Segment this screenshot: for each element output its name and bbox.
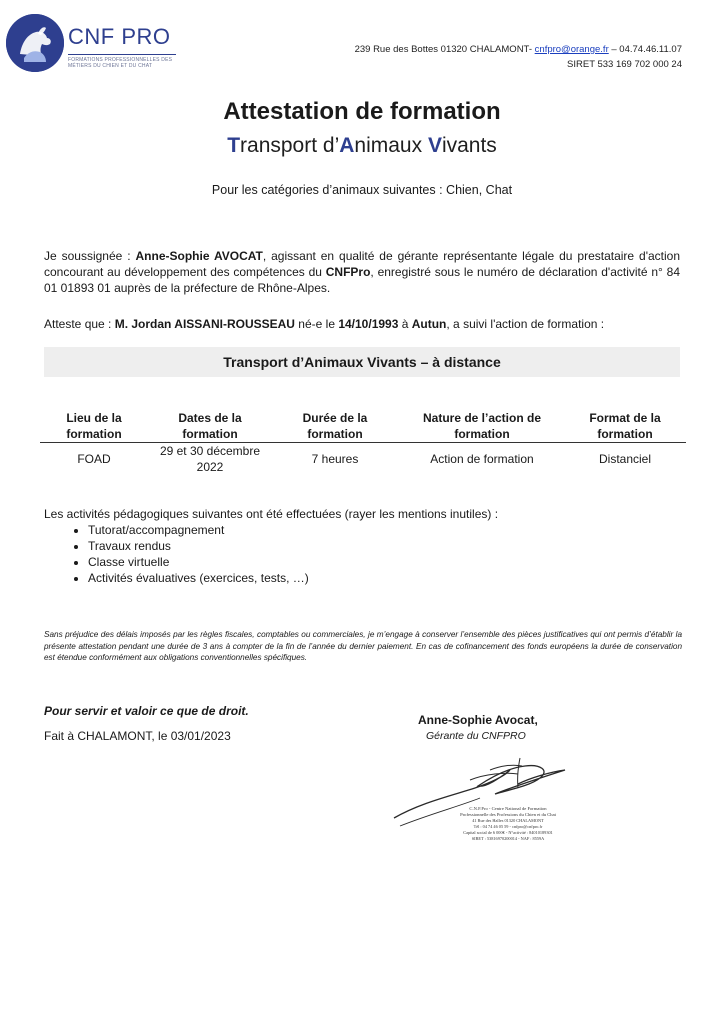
- logo-divider: [68, 54, 176, 55]
- legal-notice: Sans préjudice des délais imposés par les règles fiscales, comptables ou commerciales, je m’engage à conserver l’ensemble des pièces justificatives qui ont permis d’établir la présente attestation pendant une durée de 3 ans à compter de la fin de l’année du dernier paiement. En cas de cofinancement des fonds européens la durée de conservation est étendue conformément aux obligations conventionnelles spécifiques.: [44, 630, 682, 662]
- list-item: • Classe virtuelle: [88, 554, 309, 570]
- svg-text:Capital social de 6 000€ - N°a: Capital social de 6 000€ - N°activité : 84010189301: [463, 830, 553, 835]
- header-email-link[interactable]: cnfpro@orange.fr: [534, 44, 609, 55]
- header-nature-l2: formation: [454, 427, 510, 441]
- header-nature-l1: Nature de l’action de: [422, 411, 542, 425]
- organisation-name: CNFPro: [325, 265, 371, 279]
- attest-text-2: né-e le: [294, 317, 339, 331]
- attest-text-3: à: [398, 317, 412, 331]
- course-title: Transport d’Animaux Vivants – à distance: [223, 354, 501, 370]
- subtitle-cap-t: T: [227, 134, 241, 157]
- header-location-l1: Lieu de la: [66, 411, 122, 425]
- svg-text:C.N.F.Pro - Centre National de: C.N.F.Pro - Centre National de Formation: [469, 806, 547, 811]
- subtitle-word-1: ransport d’: [240, 134, 340, 157]
- header-nature: [402, 410, 562, 442]
- logo-text: CNF PRO: [68, 24, 171, 49]
- header-dates: [150, 410, 270, 442]
- header-location-l2: formation: [66, 427, 122, 441]
- svg-text:Professionnelle des Profession: Professionnelle des Professions du Chien et du Chat: [460, 812, 556, 817]
- attest-text-4: , a suivi l'action de formation :: [446, 317, 605, 331]
- intro-paragraph: [44, 248, 680, 296]
- cell-dates-l1: 29 et 30 décembre: [159, 444, 261, 458]
- trainee-birthplace: Autun: [411, 317, 447, 331]
- cell-duration: 7 heures: [311, 452, 359, 466]
- header-contact: [355, 44, 682, 55]
- table-divider: [40, 442, 686, 443]
- document-title: Attestation de formation: [223, 98, 501, 125]
- logo-subtitle: FORMATIONS PROFESSIONNELLES DES MÉTIERS DU CHIEN ET DU CHAT: [68, 57, 173, 69]
- document-subtitle: [0, 134, 724, 158]
- attest-text-1: Atteste que :: [44, 317, 115, 331]
- attestation-line: [44, 316, 680, 332]
- animal-categories: Pour les catégories d’animaux suivantes : Chien, Chat: [211, 183, 513, 197]
- signatory-role: Gérante du CNFPRO: [426, 730, 526, 742]
- header-format-l1: Format de la: [589, 411, 661, 425]
- header-duration-l2: formation: [307, 427, 363, 441]
- place-and-date: Fait à CHALAMONT, le 03/01/2023: [44, 729, 231, 743]
- header-location: [44, 410, 144, 442]
- subtitle-cap-a: A: [339, 134, 355, 157]
- header-siret: SIRET 533 169 702 000 24: [567, 59, 682, 70]
- cell-nature: Action de formation: [430, 452, 534, 466]
- svg-text:41 Rue des Halles 01320 CHALAM: 41 Rue des Halles 01320 CHALAMONT: [472, 818, 544, 823]
- dog-cat-logo-icon: [6, 14, 64, 72]
- header-format-l2: formation: [597, 427, 653, 441]
- header-duration-l1: Durée de la: [302, 411, 368, 425]
- signature-stamp-image: [390, 748, 620, 858]
- trainee-name: M. Jordan AISSANI-ROUSSEAU: [114, 317, 295, 331]
- header-address: 239 Rue des Bottes 01320 CHALAMONT-: [354, 44, 533, 55]
- header-dates-l1: Dates de la: [178, 411, 242, 425]
- course-title-band: [44, 347, 680, 377]
- signer-name: Anne-Sophie AVOCAT: [135, 249, 263, 263]
- trainee-birthdate: 14/10/1993: [338, 317, 399, 331]
- list-item: • Tutorat/accompagnement: [88, 522, 309, 538]
- company-logo: [6, 14, 176, 76]
- activities-intro: Les activités pédagogiques suivantes ont été effectuées (rayer les mentions inutiles) :: [44, 507, 499, 521]
- cell-format: Distanciel: [598, 452, 652, 466]
- header-duration: [285, 410, 385, 442]
- intro-text-3: , enregistré sous le numéro de déclaration d'activité n° 84 01 01893 01 auprès de la préfecture de Rhône-Alpes.: [44, 265, 681, 295]
- cell-location: FOAD: [77, 452, 111, 466]
- signatory-name: Anne-Sophie Avocat,: [418, 713, 538, 727]
- cell-dates-l2: 2022: [196, 460, 224, 474]
- list-item: • Travaux rendus: [88, 538, 309, 554]
- header-phone: – 04.74.46.11.07: [611, 44, 682, 55]
- intro-text-1: Je soussignée :: [44, 249, 136, 263]
- cell-dates: [150, 443, 270, 475]
- intro-text-2: , agissant en qualité de gérante représentante légale du prestataire d'action concourant au développement des compétences du: [44, 249, 681, 279]
- closing-formula: Pour servir et valoir ce que de droit.: [44, 704, 249, 718]
- header-format: [575, 410, 675, 442]
- subtitle-word-3: ivants: [441, 134, 497, 157]
- activities-list: [66, 522, 309, 586]
- svg-text:SIRET : 53816970200014 - NAF :: SIRET : 53816970200014 - NAF : 8559A: [471, 836, 545, 841]
- svg-text:Tél : 04 74 46 05 59 - cnfpro@: Tél : 04 74 46 05 59 - cnfpro@cnfpro.fr: [473, 824, 543, 829]
- subtitle-cap-v: V: [427, 134, 442, 157]
- list-item: • Activités évaluatives (exercices, tests, …): [88, 570, 309, 586]
- header-dates-l2: formation: [182, 427, 238, 441]
- subtitle-word-2: nimaux: [354, 134, 428, 157]
